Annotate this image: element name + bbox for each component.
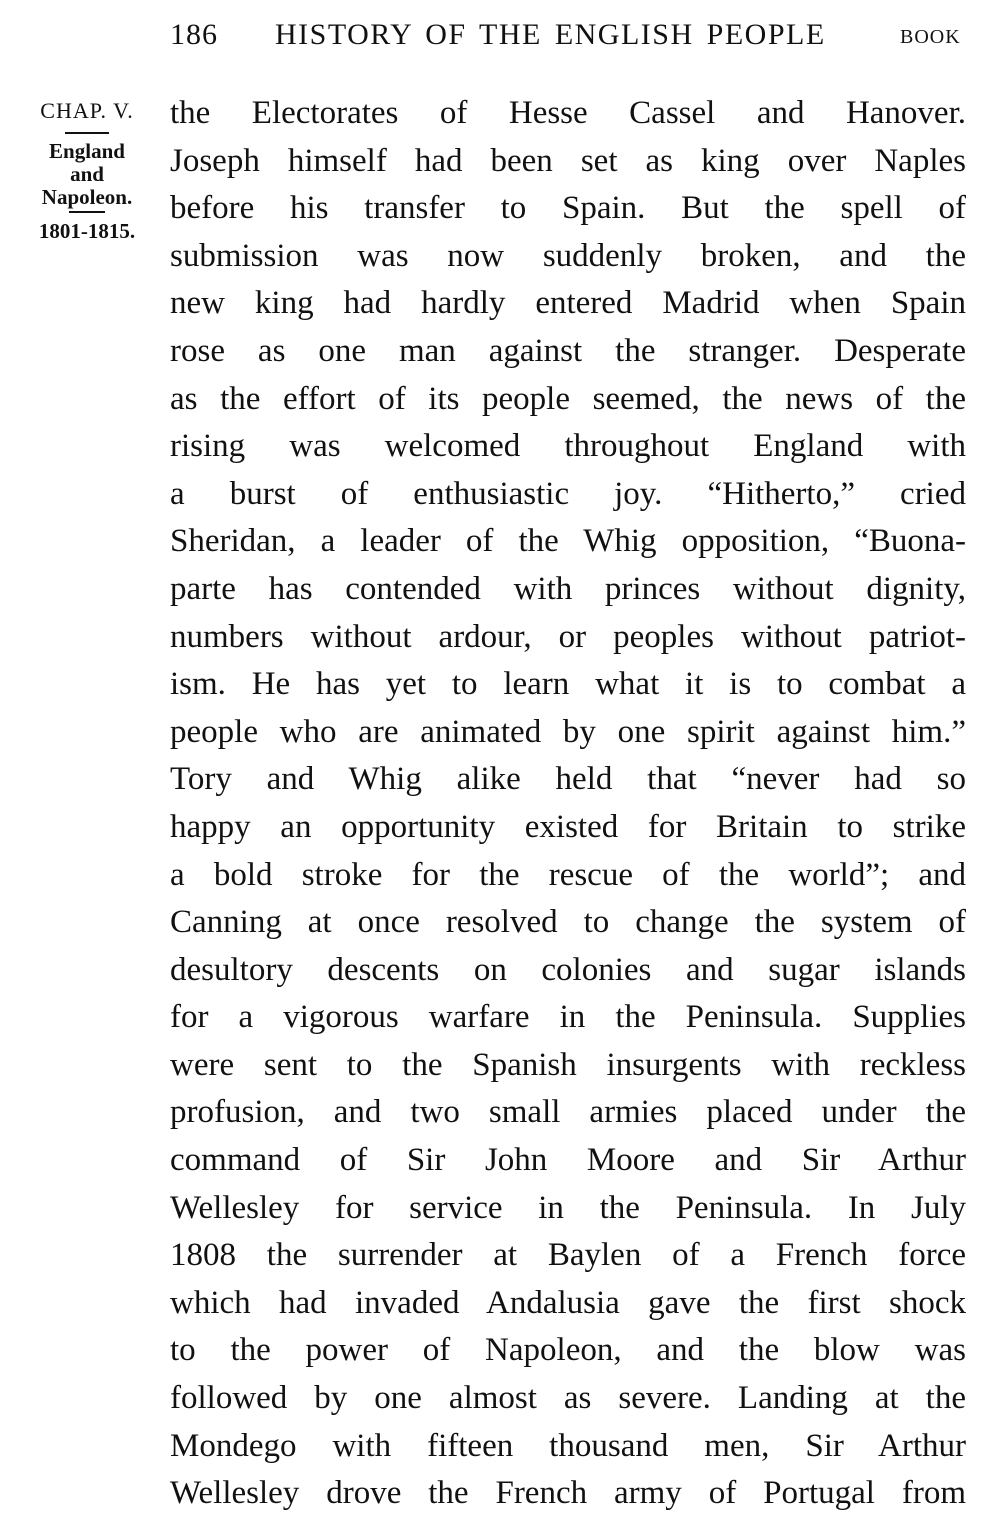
side-topic-line-1: England bbox=[49, 139, 125, 163]
text-line: were sent to the Spanish insurgents with reckless bbox=[170, 1046, 966, 1083]
text-line: Joseph himself had been set as king over Naples bbox=[170, 142, 966, 179]
text-line: as the effort of its people seemed, the news of the bbox=[170, 380, 966, 417]
text-line: rose as one man against the stranger. Desperate bbox=[170, 332, 966, 369]
text-line: happy an opportunity existed for Britain to strike bbox=[170, 808, 966, 845]
text-line: parte has contended with princes without dignity, bbox=[170, 570, 966, 607]
text-line: rising was welcomed throughout England with bbox=[170, 428, 966, 465]
chapter-label: CHAP. V. bbox=[40, 98, 134, 123]
text-line: before his transfer to Spain. But the spell of bbox=[170, 190, 966, 227]
running-title: HISTORY OF THE ENGLISH PEOPLE bbox=[275, 18, 826, 51]
margin-notes bbox=[22, 96, 152, 245]
text-line: ism. He has yet to learn what it is to combat a bbox=[170, 666, 966, 703]
margin-divider-short bbox=[69, 211, 105, 213]
text-line: people who are animated by one spirit against him.” bbox=[170, 713, 966, 750]
side-dates: 1801-1815. bbox=[38, 219, 136, 243]
text-line: a bold stroke for the rescue of the world”; and bbox=[170, 856, 966, 893]
text-line: Tory and Whig alike held that “never had so bbox=[170, 761, 966, 798]
text-line: submission was now suddenly broken, and the bbox=[170, 237, 966, 274]
text-line: command of Sir John Moore and Sir Arthur bbox=[170, 1142, 966, 1179]
text-line: to the power of Napoleon, and the blow was bbox=[170, 1332, 966, 1369]
page-number: 186 bbox=[170, 18, 218, 51]
text-line: desultory descents on colonies and sugar islands bbox=[170, 951, 966, 988]
text-line: for a vigorous warfare in the Peninsula. Supplies bbox=[170, 999, 966, 1036]
text-line: Mondego with fifteen thousand men, Sir Arthur bbox=[170, 1427, 966, 1464]
text-line: 1808 the surrender at Baylen of a French force bbox=[170, 1237, 966, 1274]
text-line: new king had hardly entered Madrid when Spain bbox=[170, 285, 966, 322]
margin-divider bbox=[65, 132, 109, 134]
book-label: BOOK bbox=[900, 26, 961, 48]
text-line: a burst of enthusiastic joy. “Hitherto,” cried bbox=[170, 475, 966, 512]
text-line: Wellesley for service in the Peninsula. In July bbox=[170, 1189, 966, 1226]
text-line: the Electorates of Hesse Cassel and Hanover. bbox=[170, 95, 966, 131]
side-topic-line-3: Napoleon. bbox=[41, 185, 133, 209]
text-line: Wellesley drove the French army of Portugal from bbox=[170, 1475, 966, 1512]
running-head bbox=[0, 18, 1000, 58]
text-line: Canning at once resolved to change the system of bbox=[170, 904, 966, 941]
text-line: profusion, and two small armies placed under the bbox=[170, 1094, 966, 1131]
text-line: numbers without ardour, or peoples without patriot- bbox=[170, 618, 966, 655]
side-topic-line-2: and bbox=[70, 162, 104, 186]
body-text bbox=[170, 90, 966, 1518]
text-line: followed by one almost as severe. Landing at the bbox=[170, 1380, 966, 1417]
text-line: which had invaded Andalusia gave the first shock bbox=[170, 1284, 966, 1321]
text-line: Sheridan, a leader of the Whig opposition, “Buona- bbox=[170, 523, 966, 560]
